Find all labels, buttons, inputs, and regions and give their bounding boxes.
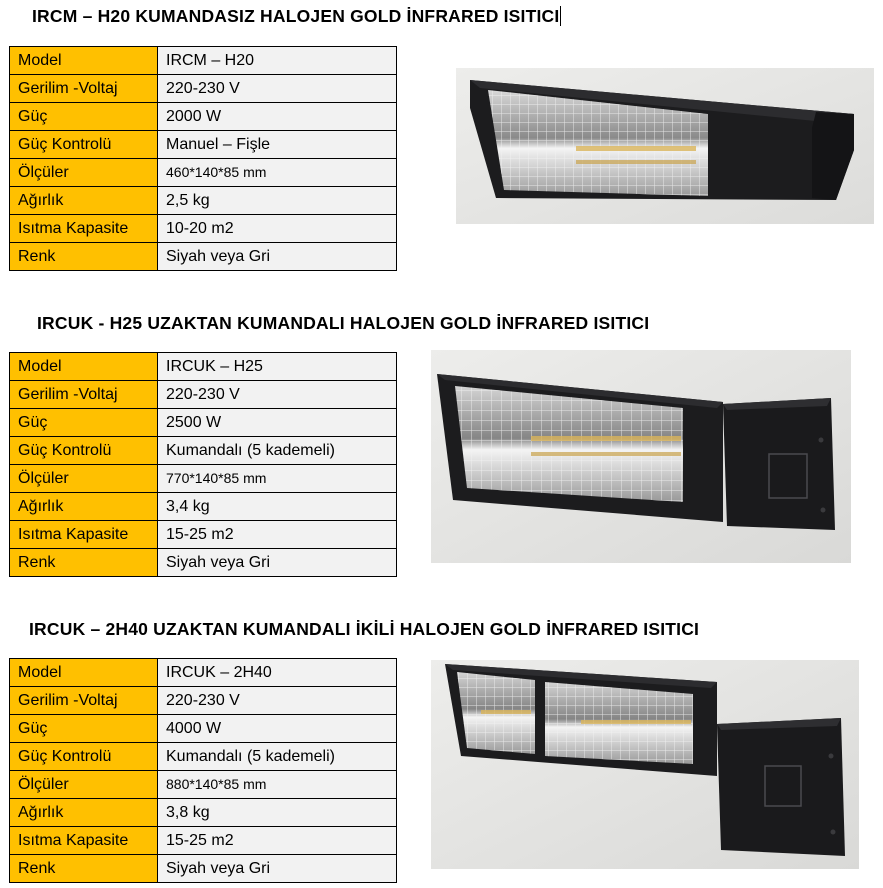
spec-value: 880*140*85 mm: [158, 771, 397, 799]
table-row: [10, 381, 397, 409]
table-row: [10, 521, 397, 549]
spec-label: Güç Kontrolü: [10, 437, 158, 465]
table-row: [10, 743, 397, 771]
table-row: [10, 409, 397, 437]
spec-value: Siyah veya Gri: [158, 855, 397, 883]
spec-value: 770*140*85 mm: [158, 465, 397, 493]
table-row: [10, 465, 397, 493]
product-2-spec-table: [9, 352, 397, 577]
spec-value: Siyah veya Gri: [158, 243, 397, 271]
spec-value: IRCUK – 2H40: [158, 659, 397, 687]
product-3-spec-table: [9, 658, 397, 883]
spec-value: 3,4 kg: [158, 493, 397, 521]
table-row: [10, 855, 397, 883]
product-3-photo: [431, 660, 859, 869]
spec-label: Ağırlık: [10, 493, 158, 521]
spec-value: 2000 W: [158, 103, 397, 131]
text-cursor: [560, 6, 561, 26]
spec-value: Kumandalı (5 kademeli): [158, 743, 397, 771]
heater-remote-image: [431, 350, 851, 563]
table-row: [10, 131, 397, 159]
product-2-title: IRCUK - H25 UZAKTAN KUMANDALI HALOJEN GOLD İNFRARED ISITICI: [37, 313, 650, 333]
spec-label: Güç: [10, 103, 158, 131]
table-row: [10, 493, 397, 521]
table-row: [10, 159, 397, 187]
spec-value: Manuel – Fişle: [158, 131, 397, 159]
spec-value: 220-230 V: [158, 381, 397, 409]
spec-value: 10-20 m2: [158, 215, 397, 243]
spec-value: 15-25 m2: [158, 827, 397, 855]
product-1-spec-table: [9, 46, 397, 271]
table-row: [10, 187, 397, 215]
spec-value: 2500 W: [158, 409, 397, 437]
heater-single-image: [456, 68, 874, 224]
spec-label: Renk: [10, 243, 158, 271]
spec-label: Güç Kontrolü: [10, 743, 158, 771]
spec-value: 3,8 kg: [158, 799, 397, 827]
table-row: [10, 75, 397, 103]
table-row: [10, 243, 397, 271]
spec-value: 2,5 kg: [158, 187, 397, 215]
spec-value: 220-230 V: [158, 687, 397, 715]
table-row: [10, 771, 397, 799]
spec-label: Güç Kontrolü: [10, 131, 158, 159]
spec-label: Model: [10, 659, 158, 687]
spec-value: IRCUK – H25: [158, 353, 397, 381]
spec-label: Model: [10, 47, 158, 75]
spec-label: Güç: [10, 715, 158, 743]
table-row: [10, 103, 397, 131]
table-row: [10, 437, 397, 465]
table-row: [10, 799, 397, 827]
table-row: [10, 47, 397, 75]
spec-label: Ölçüler: [10, 771, 158, 799]
spec-value: 220-230 V: [158, 75, 397, 103]
spec-label: Model: [10, 353, 158, 381]
spec-value: 4000 W: [158, 715, 397, 743]
heater-dual-image: [431, 660, 859, 869]
table-row: [10, 353, 397, 381]
product-2-photo: [431, 350, 851, 563]
spec-value: Siyah veya Gri: [158, 549, 397, 577]
spec-label: Güç: [10, 409, 158, 437]
table-row: [10, 715, 397, 743]
spec-value: 460*140*85 mm: [158, 159, 397, 187]
spec-label: Ağırlık: [10, 799, 158, 827]
spec-label: Gerilim -Voltaj: [10, 75, 158, 103]
spec-label: Gerilim -Voltaj: [10, 381, 158, 409]
table-row: [10, 549, 397, 577]
spec-label: Ölçüler: [10, 159, 158, 187]
spec-label: Renk: [10, 855, 158, 883]
spec-label: Gerilim -Voltaj: [10, 687, 158, 715]
table-row: [10, 687, 397, 715]
spec-label: Ölçüler: [10, 465, 158, 493]
table-row: [10, 827, 397, 855]
product-1-photo: [456, 68, 874, 224]
spec-value: IRCM – H20: [158, 47, 397, 75]
spec-value: Kumandalı (5 kademeli): [158, 437, 397, 465]
table-row: [10, 215, 397, 243]
spec-label: Isıtma Kapasite: [10, 827, 158, 855]
spec-label: Isıtma Kapasite: [10, 215, 158, 243]
product-1-title: IRCM – H20 KUMANDASIZ HALOJEN GOLD İNFRARED ISITICI: [32, 6, 560, 26]
product-3-title: IRCUK – 2H40 UZAKTAN KUMANDALI İKİLİ HALOJEN GOLD İNFRARED ISITICI: [29, 619, 700, 639]
spec-label: Ağırlık: [10, 187, 158, 215]
table-row: [10, 659, 397, 687]
spec-label: Isıtma Kapasite: [10, 521, 158, 549]
spec-label: Renk: [10, 549, 158, 577]
spec-value: 15-25 m2: [158, 521, 397, 549]
